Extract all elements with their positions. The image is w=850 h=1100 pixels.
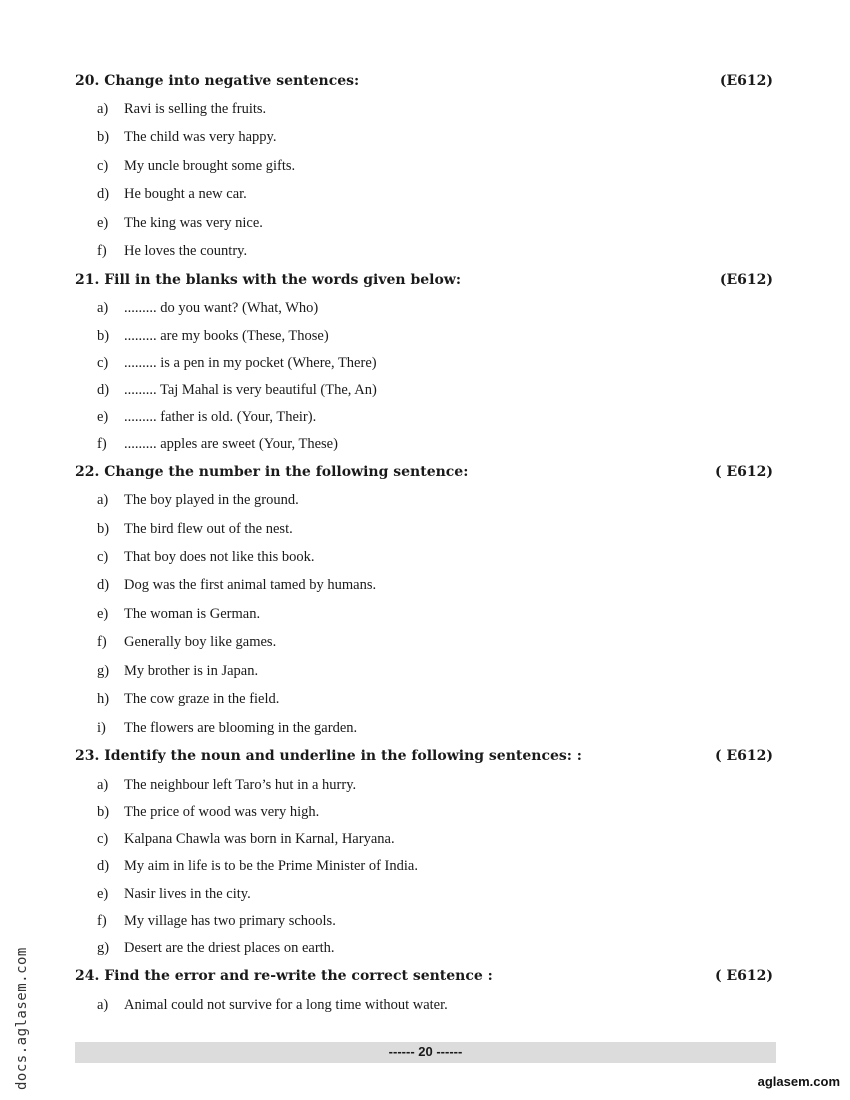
question-23-header [75,748,773,768]
list-item [97,777,356,797]
item-text: ......... do you want? (What, Who) [124,300,319,316]
item-label: f) [97,436,107,452]
list-item [97,913,336,933]
item-label: c) [97,831,109,847]
item-label: f) [97,634,107,650]
item-label: c) [97,158,109,174]
list-item [97,382,377,402]
list-item [97,158,295,178]
list-item [97,940,335,960]
item-text: My village has two primary schools. [124,913,336,929]
question-code: ( E612) [714,464,773,480]
item-label: b) [97,521,110,537]
list-item [97,831,395,851]
item-label: b) [97,129,110,145]
item-label: c) [97,549,109,565]
item-text: The woman is German. [124,606,261,622]
question-title: 24. Find the error and re-write the correct sentence : [75,968,493,984]
list-item [97,804,319,824]
item-text: The boy played in the ground. [124,492,299,508]
question-21-header [75,272,773,292]
list-item [97,492,299,512]
list-item [97,634,276,654]
item-label: b) [97,804,110,820]
item-text: ......... are my books (These, Those) [124,328,329,344]
item-text: Animal could not survive for a long time without water. [124,997,448,1013]
item-text: The price of wood was very high. [124,804,320,820]
item-text: The bird flew out of the nest. [124,521,293,537]
item-label: b) [97,328,110,344]
list-item [97,521,293,541]
item-label: d) [97,186,110,202]
list-item [97,355,377,375]
item-text: Dog was the first animal tamed by humans. [124,577,377,593]
question-20-header [75,73,773,93]
item-label: e) [97,215,109,231]
item-text: My uncle brought some gifts. [124,158,296,174]
item-text: ......... Taj Mahal is very beautiful (The, An) [124,382,377,398]
list-item [97,328,329,348]
page-number: ------ 20 ------ [388,1044,463,1059]
item-text: The king was very nice. [124,215,263,231]
item-label: g) [97,663,110,679]
list-item [97,243,247,263]
list-item [97,129,276,149]
item-label: a) [97,300,109,316]
item-text: My aim in life is to be the Prime Minister of India. [124,858,418,874]
item-label: a) [97,492,109,508]
item-label: d) [97,577,110,593]
item-text: He loves the country. [124,243,248,259]
item-text: The neighbour left Taro’s hut in a hurry. [124,777,357,793]
item-label: e) [97,606,109,622]
item-label: d) [97,382,110,398]
list-item [97,186,247,206]
item-text: ......... apples are sweet (Your, These) [124,436,338,452]
list-item [97,606,260,626]
question-24-header [75,968,773,988]
question-title: 21. Fill in the blanks with the words given below: [75,272,462,288]
item-text: ......... is a pen in my pocket (Where, There) [124,355,377,371]
item-label: d) [97,858,110,874]
item-text: My brother is in Japan. [124,663,259,679]
item-text: Kalpana Chawla was born in Karnal, Haryana. [124,831,395,847]
question-code: ( E612) [714,968,773,984]
question-title: 23. Identify the noun and underline in the following sentences: : [75,748,582,764]
item-label: a) [97,997,109,1013]
question-code: (E612) [719,272,773,288]
item-label: a) [97,101,109,117]
question-title: 22. Change the number in the following sentence: [75,464,469,480]
item-text: ......... father is old. (Your, Their). [124,409,317,425]
item-text: He bought a new car. [124,186,247,202]
item-text: Ravi is selling the fruits. [124,101,267,117]
item-label: g) [97,940,110,956]
list-item [97,409,316,429]
list-item [97,577,376,597]
question-title: 20. Change into negative sentences: [75,73,360,89]
item-text: The child was very happy. [124,129,277,145]
question-22-header [75,464,773,484]
item-text: Generally boy like games. [124,634,277,650]
list-item [97,691,279,711]
list-item [97,101,266,121]
list-item [97,549,315,569]
item-text: Desert are the driest places on earth. [124,940,335,956]
question-code: ( E612) [714,748,773,764]
item-label: e) [97,409,109,425]
list-item [97,886,251,906]
item-text: The flowers are blooming in the garden. [124,720,358,736]
list-item [97,720,357,740]
list-item [97,215,263,235]
item-label: f) [97,913,107,929]
item-text: That boy does not like this book. [124,549,315,565]
side-watermark: docs.aglasem.com [14,947,30,1090]
question-code: (E612) [719,73,773,89]
item-label: e) [97,886,109,902]
brand-link[interactable]: aglasem.com [757,1074,840,1089]
list-item [97,663,258,683]
list-item [97,858,418,878]
list-item [97,436,338,456]
item-text: Nasir lives in the city. [124,886,251,902]
list-item [97,997,448,1017]
item-label: i) [97,720,106,736]
list-item [97,300,318,320]
item-text: The cow graze in the field. [124,691,280,707]
footer-bar [75,1042,776,1063]
item-label: f) [97,243,107,259]
item-label: a) [97,777,109,793]
item-label: h) [97,691,110,707]
item-label: c) [97,355,109,371]
